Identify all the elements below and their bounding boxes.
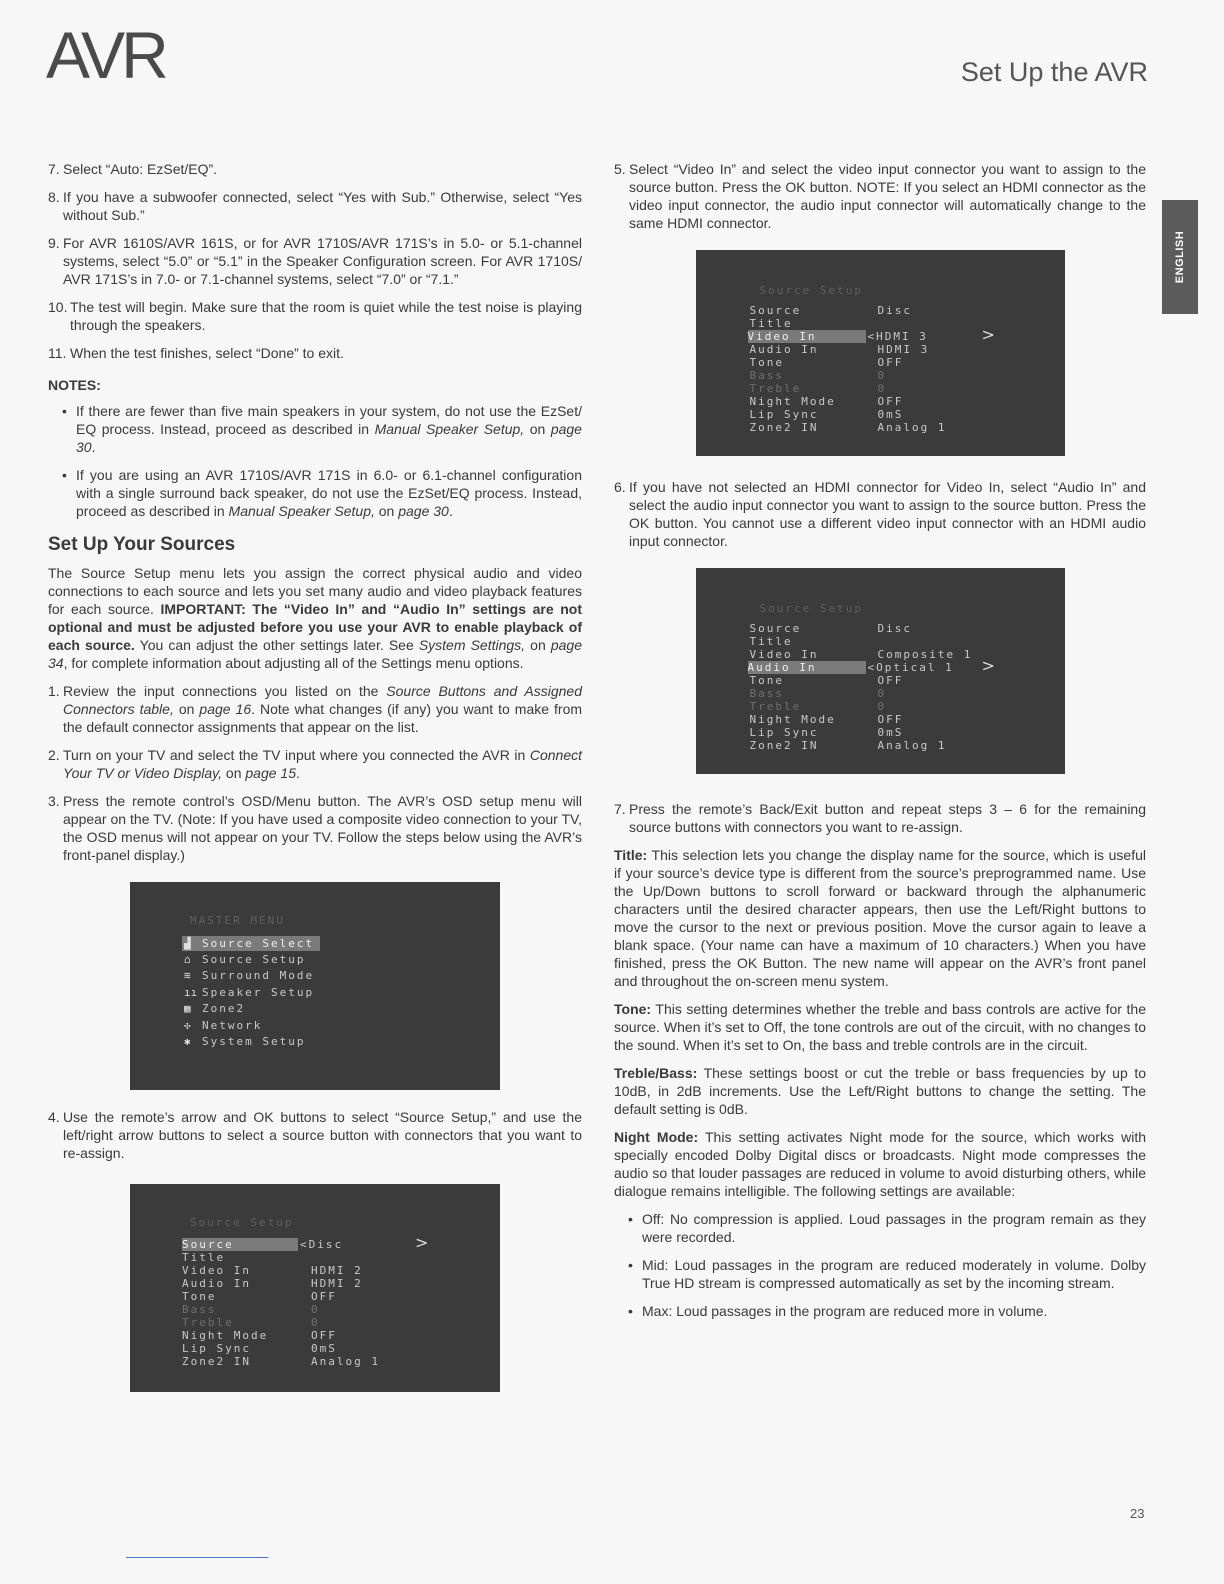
- osd3-row-night-mode: Night Mode OFF: [749, 713, 904, 726]
- osd3-row-zone2-in: Zone2 IN Analog 1: [749, 739, 947, 752]
- master-menu-title: MASTER MENU: [190, 914, 285, 927]
- step-9: 9. For AVR 1610S/AVR 161S, or for AVR 1710S/AVR 171S’s in 5.0- or 5.1-channel systems, select “5.0” or “5.1” in the Speaker Configuration screen. For AVR 1710S/ AVR 171S’s in 7.0- or 7.1-channel systems, select “7.0” or “7.1.”: [48, 235, 582, 287]
- source-step-4: 4. Use the remote’s arrow and OK buttons to select “Source Setup,” and use the left/right arrow buttons to select a source button with connectors that you want to re-assign.: [48, 1109, 582, 1161]
- osd1-row-night-mode: Night Mode OFF: [182, 1329, 337, 1342]
- night-mode-option-off: • Off: No compression is applied. Loud passages in the program remain as they were recorded.: [628, 1211, 1146, 1245]
- avr-logo: AVR: [46, 18, 165, 92]
- left-column: [48, 160, 582, 1410]
- speaker-setup-icon: ıı: [184, 986, 198, 999]
- language-tab-label: ENGLISH: [1174, 230, 1186, 284]
- menu-item-network: ✣ Network: [184, 1019, 263, 1032]
- section-heading: Set Up Your Sources: [48, 534, 236, 555]
- surround-mode-icon: ≋: [184, 969, 191, 982]
- step-8: 8. If you have a subwoofer connected, select “Yes with Sub.” Otherwise, select “Yes without Sub.”: [48, 189, 582, 223]
- osd2-row-video-in: Video In <HDMI 3 >: [747, 325, 995, 344]
- osd2-right-arrow-icon: >: [981, 325, 995, 344]
- note-2: • If you are using an AVR 1710S/AVR 171S in 6.0- or 6.1-channel configuration with a single surround back speaker, do not use the EzSet/EQ process. Instead, proceed as described in Manual Speaker Setup, on page 30.: [62, 467, 582, 519]
- osd3-row-treble: Treble 0: [749, 700, 887, 713]
- osd3-row-lip-sync: Lip Sync 0mS: [749, 726, 904, 739]
- osd2-row-treble: Treble 0: [749, 382, 887, 395]
- zone2-icon: ▦: [184, 1002, 191, 1015]
- osd3-row-bass: Bass 0: [749, 687, 887, 700]
- note-1: • If there are fewer than five main speakers in your system, do not use the EzSet/ EQ process. Instead, proceed as described in Manual Speaker Setup, on page 30.: [62, 403, 582, 455]
- osd1-row-title: Title: [182, 1251, 226, 1264]
- source-select-icon: ▟: [184, 937, 191, 950]
- network-icon: ✣: [184, 1019, 191, 1032]
- osd1-row-lip-sync: Lip Sync 0mS: [182, 1342, 337, 1355]
- osd3-row-audio-in: Audio In <Optical 1 >: [747, 656, 995, 675]
- menu-item-zone2: ▦ Zone2: [184, 1002, 246, 1015]
- osd1-row-video-in: Video In HDMI 2: [182, 1264, 363, 1277]
- osd1-title: Source Setup: [190, 1216, 294, 1229]
- step-10: 10. The test will begin. Make sure that the room is quiet while the test noise is playing through the speakers.: [48, 299, 582, 333]
- step-11: 11. When the test finishes, select “Done” to exit.: [48, 345, 344, 361]
- source-setup-screenshot-2: [696, 250, 1065, 456]
- osd3-row-tone: Tone OFF: [749, 674, 904, 687]
- osd2-row-night-mode: Night Mode OFF: [749, 395, 904, 408]
- tone-setting-paragraph: Tone: This setting determines whether the treble and bass controls are active for the source. When it’s set to Off, the tone controls are out of the circuit, with no changes to the sound. When it’s set to On, the bass and treble controls are in the circuit.: [614, 1001, 1146, 1053]
- source-setup-screenshot-1: [130, 1184, 500, 1392]
- footer-link-line: [126, 1557, 268, 1558]
- menu-item-source-setup: ⌂ Source Setup: [184, 953, 306, 966]
- osd1-row-source: Source <Disc >: [182, 1233, 429, 1252]
- osd2-row-bass: Bass 0: [749, 369, 887, 382]
- osd3-right-arrow-icon: >: [981, 656, 995, 675]
- right-column: [614, 160, 1146, 1330]
- page-number: 23: [1130, 1506, 1145, 1521]
- osd1-row-bass: Bass 0: [182, 1303, 320, 1316]
- source-step-6: 6. If you have not selected an HDMI connector for Video In, select “Audio In” and select the audio input connector you want to assign to the source button. Press the OK button. You cannot use a different video input connector with an HDMI audio input connector.: [614, 479, 1146, 549]
- menu-item-speaker-setup: ıı Speaker Setup: [184, 986, 315, 999]
- osd1-row-zone2-in: Zone2 IN Analog 1: [182, 1355, 380, 1368]
- night-mode-option-mid: • Mid: Loud passages in the program are reduced moderately in volume. Dolby True HD stream is compressed automatically as set by the incoming stream.: [628, 1257, 1146, 1291]
- source-step-1: 1. Review the input connections you listed on the Source Buttons and Assigned Connectors table, on page 16. Note what changes (if any) you want to make from the default connector assignments that appear on the list.: [48, 683, 583, 735]
- source-step-7: 7. Press the remote’s Back/Exit button and repeat steps 3 – 6 for the remaining source buttons with connectors you want to re-assign.: [614, 801, 1146, 835]
- osd1-row-tone: Tone OFF: [182, 1290, 337, 1303]
- language-tab: [1162, 200, 1198, 314]
- source-step-3: 3. Press the remote control’s OSD/Menu button. The AVR’s OSD setup menu will appear on the TV. (Note: If you have used a composite video connection to your TV, the OSD menus will not appear on your TV. Follow the steps below using the AVR’s front-panel display.): [48, 793, 582, 863]
- source-step-5: 5. Select “Video In” and select the video input connector you want to assign to the source button. Press the OK button. NOTE: If you select an HDMI connector as the video input connector, the audio input connector will automatically change to the same HDMI connector.: [614, 161, 1146, 231]
- night-mode-paragraph: Night Mode: This setting activates Night mode for the source, which works with specially encoded Dolby Digital discs or broadcasts. Night mode compresses the audio so that louder passages are reduced in volume to avoid disturbing others, while dialogue remains intelligible. The following settings are available:: [614, 1129, 1146, 1199]
- menu-item-system-setup: ✱ System Setup: [184, 1035, 306, 1048]
- osd2-title: Source Setup: [759, 284, 863, 297]
- night-mode-option-max: • Max: Loud passages in the program are reduced more in volume.: [628, 1303, 1048, 1319]
- osd1-row-treble: Treble 0: [182, 1316, 320, 1329]
- osd3-row-video-in: Video In Composite 1: [749, 648, 973, 661]
- menu-item-source-select: ▟ Source Select: [182, 936, 320, 951]
- title-setting-paragraph: Title: This selection lets you change the display name for the source, which is useful if your source’s device type is different from the source’s preprogrammed name. Use the Up/Down buttons to scroll forward or backward through the alphanumeric characters until the desired character appears, then use the Left/Right buttons to move the cursor to the next or previous position. Move the cursor again to leave a blank space. (Your name can have a maximum of 10 characters.) When you have finished, press the OK Button. The new name will appear on the AVR’s front panel and throughout the on-screen menu system.: [614, 847, 1146, 989]
- osd2-row-lip-sync: Lip Sync 0mS: [749, 408, 904, 421]
- osd2-row-title: Title: [749, 317, 793, 330]
- source-step-2: 2. Turn on your TV and select the TV input where you connected the AVR in Connect Your TV or Video Display, on page 15.: [48, 747, 582, 781]
- page-header-title: Set Up the AVR: [960, 57, 1148, 87]
- osd2-row-tone: Tone OFF: [749, 356, 904, 369]
- intro-paragraph: The Source Setup menu lets you assign the correct physical audio and video connections to each source and lets you set many audio and video playback features for each source. IMPORTANT: The “Video In” and “Audio In” settings are not optional and must be adjusted before you use your AVR to enable playback of each source. You can adjust the other settings later. See System Settings, on page 34, for complete information about adjusting all of the Settings menu options.: [48, 565, 583, 671]
- master-menu-screenshot: [130, 882, 500, 1090]
- osd1-right-arrow-icon: >: [415, 1233, 429, 1252]
- osd2-row-zone2-in: Zone2 IN Analog 1: [749, 421, 947, 434]
- treble-bass-paragraph: Treble/Bass: These settings boost or cut the treble or bass frequencies by up to 10dB, in 2dB increments. Use the Left/Right buttons to change the setting. The default setting is 0dB.: [614, 1065, 1146, 1117]
- system-setup-icon: ✱: [184, 1035, 191, 1048]
- notes-heading: NOTES:: [48, 377, 101, 393]
- menu-item-surround-mode: ≋ Surround Mode: [184, 969, 315, 982]
- osd3-row-source: Source Disc: [749, 622, 912, 635]
- source-setup-screenshot-3: [696, 568, 1065, 774]
- osd3-title: Source Setup: [759, 602, 863, 615]
- source-setup-icon: ⌂: [184, 953, 191, 966]
- osd2-row-audio-in: Audio In HDMI 3: [749, 343, 930, 356]
- osd3-row-title: Title: [749, 635, 793, 648]
- step-7: 7. Select “Auto: EzSet/EQ”.: [48, 161, 218, 177]
- osd1-row-audio-in: Audio In HDMI 2: [182, 1277, 363, 1290]
- osd2-row-source: Source Disc: [749, 304, 912, 317]
